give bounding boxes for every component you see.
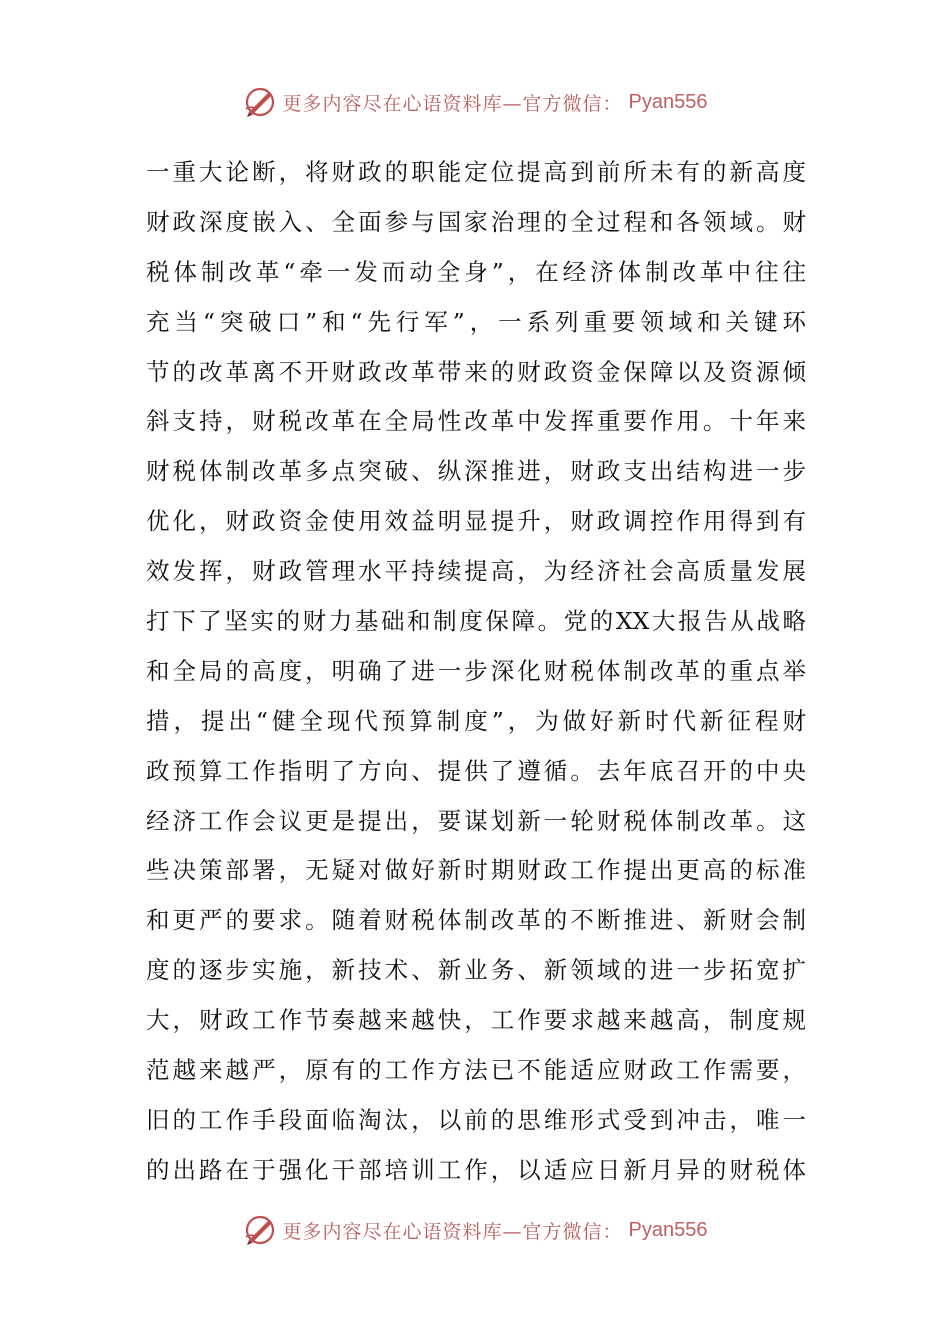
banner-wechat-id: Pyan556 [628,90,708,113]
text-line: 和更严的要求。随着财税体制改革的不断推进、新财会制 [146,906,806,935]
banner-text: 更多内容尽在心语资料库—官方微信： [282,92,623,115]
document-body [146,148,806,1196]
banner-text: 更多内容尽在心语资料库—官方微信： [282,1220,623,1243]
footer-banner [0,1210,950,1250]
text-line: 财政深度嵌入、全面参与国家治理的全过程和各领域。财 [146,207,806,236]
text-line: 效发挥，财政管理水平持续提高，为经济社会高质量发展 [146,557,806,586]
pen-circle-logo-icon [243,85,277,119]
text-line: 大，财政工作节奏越来越快，工作要求越来越高，制度规 [146,1006,806,1035]
text-line: 旧的工作手段面临淘汰，以前的思维形式受到冲击，唯一 [146,1105,806,1134]
text-line: 些决策部署，无疑对做好新时期财政工作提出更高的标准 [146,856,806,885]
header-banner [0,82,950,122]
text-line: 措，提出“健全现代预算制度”，为做好新时代新征程财 [146,706,806,735]
text-line: 打下了坚实的财力基础和制度保障。党的XX大报告从战略 [146,607,806,636]
text-line: 斜支持，财税改革在全局性改革中发挥重要作用。十年来 [146,407,806,436]
text-line: 税体制改革“牵一发而动全身”，在经济体制改革中往往 [146,257,806,286]
text-line: 财税体制改革多点突破、纵深推进，财政支出结构进一步 [146,457,806,486]
text-line: 经济工作会议更是提出，要谋划新一轮财税体制改革。这 [146,806,806,835]
text-line: 节的改革离不开财政改革带来的财政资金保障以及资源倾 [146,357,806,386]
pen-circle-logo-icon [243,1213,277,1247]
text-line: 一重大论断，将财政的职能定位提高到前所未有的新高度 [146,158,806,186]
text-line: 范越来越严，原有的工作方法已不能适应财政工作需要， [146,1056,806,1085]
text-line: 政预算工作指明了方向、提供了遵循。去年底召开的中央 [146,756,806,785]
text-line: 的出路在于强化干部培训工作，以适应日新月异的财税体 [146,1155,806,1184]
text-line: 优化，财政资金使用效益明显提升，财政调控作用得到有 [146,507,806,536]
banner-wechat-id: Pyan556 [628,1218,708,1241]
text-line: 和全局的高度，明确了进一步深化财税体制改革的重点举 [146,656,806,685]
text-line: 充当“突破口”和“先行军”，一系列重要领域和关键环 [146,307,806,336]
text-line: 度的逐步实施，新技术、新业务、新领域的进一步拓宽扩 [146,956,806,985]
